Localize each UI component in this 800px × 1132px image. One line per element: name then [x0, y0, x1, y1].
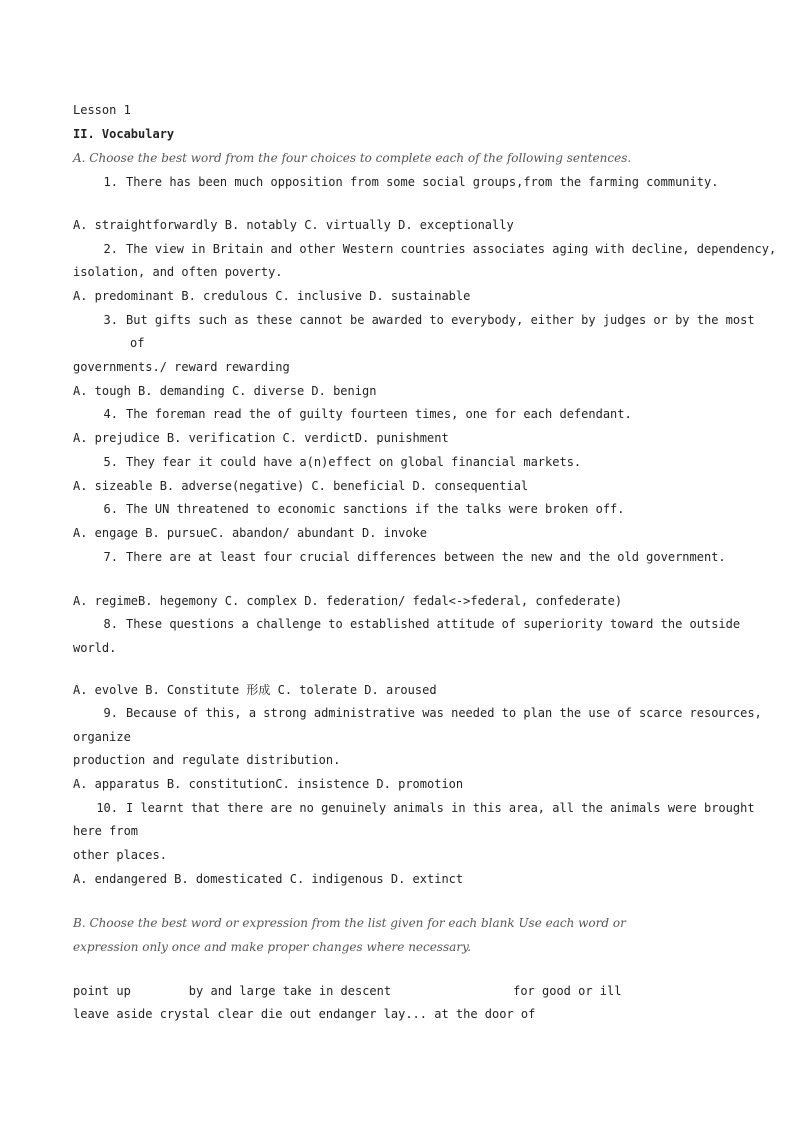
question-text-cont: organize	[73, 730, 131, 744]
question-text: I learnt that there are no genuinely animals in this area, all the animals were brought	[126, 801, 755, 815]
question-text: There has been much opposition from some social groups,from the farming community.	[126, 175, 719, 189]
question-2-choices: A. predominant B. credulous C. inclusive D. sustainable	[73, 289, 471, 303]
question-7	[100, 549, 726, 565]
word-item: by and large take in descent	[188, 984, 392, 998]
question-6-choices: A. engage B. pursueC. abandon/ abundant D. invoke	[73, 526, 428, 540]
question-text: These questions a challenge to established attitude of superiority toward the outside	[126, 617, 741, 631]
question-text-cont: here from	[73, 824, 139, 838]
question-number: 6.	[103, 502, 118, 516]
question-text-cont: of	[130, 336, 145, 350]
question-7-choices: A. regimeB. hegemony C. complex D. federation/ fedal<->federal, confederate)	[73, 594, 623, 608]
question-text: The foreman read the of guilty fourteen times, one for each defendant.	[126, 407, 632, 421]
question-6	[100, 501, 625, 517]
question-number: 8.	[103, 617, 118, 631]
question-text-cont: isolation, and often poverty.	[73, 265, 283, 279]
question-text: They fear it could have a(n)effect on global financial markets.	[126, 455, 582, 469]
question-3	[100, 312, 755, 328]
question-number: 1.	[103, 175, 118, 189]
question-text: The view in Britain and other Western countries associates aging with decline, dependency,	[126, 242, 777, 256]
question-2	[100, 241, 776, 257]
question-number: 7.	[103, 550, 118, 564]
word-item: for good or ill	[513, 984, 622, 998]
question-1	[100, 174, 718, 190]
question-text: Because of this, a strong administrative was needed to plan the use of scarce resources,	[126, 706, 762, 720]
question-1-choices: A. straightforwardly B. notably C. virtually D. exceptionally	[73, 218, 514, 232]
lesson-heading: Lesson 1	[73, 103, 131, 117]
question-8	[100, 616, 740, 632]
part-b-instruction-cont: expression only once and make proper changes where necessary.	[73, 940, 472, 954]
question-text-cont: production and regulate distribution.	[73, 753, 341, 767]
part-a-instruction: A. Choose the best word from the four choices to complete each of the following sentences.	[73, 151, 632, 165]
question-9-choices: A. apparatus B. constitutionC. insistence D. promotion	[73, 777, 464, 791]
question-3-choices: A. tough B. demanding C. diverse D. benign	[73, 384, 377, 398]
question-text: But gifts such as these cannot be awarded to everybody, either by judges or by the most	[126, 313, 755, 327]
question-5	[100, 454, 581, 470]
part-b-instruction: B. Choose the best word or expression from the list given for each blank Use each word or	[73, 916, 626, 930]
question-number: 4.	[103, 407, 118, 421]
question-4	[100, 406, 632, 422]
word-list-row-1	[73, 983, 621, 999]
question-number: 3.	[103, 313, 118, 327]
question-10-choices: A. endangered B. domesticated C. indigenous D. extinct	[73, 872, 464, 886]
question-number: 2.	[103, 242, 118, 256]
section-title: II. Vocabulary	[73, 127, 175, 141]
question-number: 5.	[103, 455, 118, 469]
question-9	[100, 705, 762, 721]
question-4-choices: A. prejudice B. verification C. verdictD. punishment	[73, 431, 449, 445]
question-number: 9.	[103, 706, 118, 720]
word-list-row-2: leave aside crystal clear die out endanger lay... at the door of	[73, 1007, 536, 1021]
word-item: point up	[73, 984, 131, 998]
question-text-cont: other places.	[73, 848, 167, 862]
question-text-cont: world.	[73, 641, 117, 655]
question-text-cont: governments./ reward rewarding	[73, 360, 290, 374]
question-text: There are at least four crucial differences between the new and the old government.	[126, 550, 726, 564]
question-number: 10.	[96, 801, 118, 815]
question-text: The UN threatened to economic sanctions if the talks were broken off.	[126, 502, 625, 516]
question-10	[96, 800, 755, 816]
question-8-choices: A. evolve B. Constitute 形成 C. tolerate D. aroused	[73, 683, 437, 697]
question-5-choices: A. sizeable B. adverse(negative) C. beneficial D. consequential	[73, 479, 529, 493]
